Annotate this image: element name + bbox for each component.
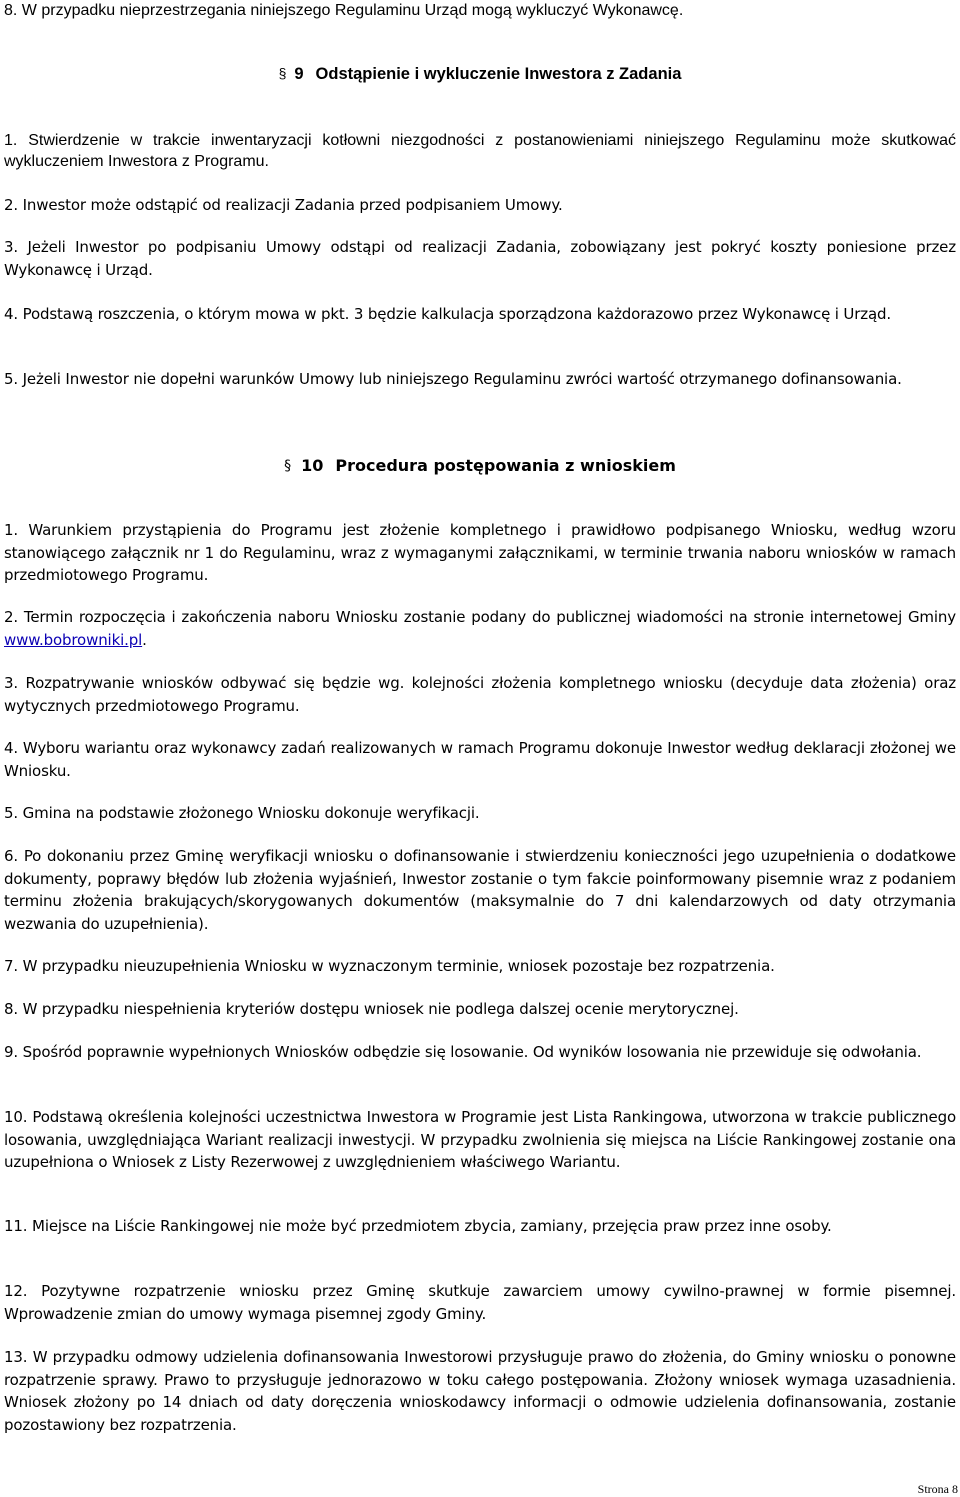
s10-paragraph-1: 1. Warunkiem przystąpienia do Programu jest złożenie kompletnego i prawidłowo podpisanego Wniosku, według wzoru stanowiącego załącznik nr 1 do Regulaminu, wraz z wymaganymi załącznikami, w terminie trwania naboru wniosków w ramach przedmiotowego Programu. [4,521,956,584]
s10-paragraph-7: 7. W przypadku nieuzupełnienia Wniosku w wyznaczonym terminie, wniosek pozostaje bez rozpatrzenia. [4,957,775,975]
s10-paragraph-12: 12. Pozytywne rozpatrzenie wniosku przez Gminę skutkuje zawarciem umowy cywilno-prawnej w formie pisemnej. Wprowadzenie zmian do umowy wymaga pisemnej zgody Gminy. [4,1282,956,1323]
s10-paragraph-2-text: 2. Termin rozpoczęcia i zakończenia naboru Wniosku zostanie podany do publicznej wiadomości na stronie internetowej Gminy [4,608,956,626]
s10-paragraph-9: 9. Spośród poprawnie wypełnionych Wniosków odbędzie się losowanie. Od wyników losowania nie przewiduje się odwołania. [4,1043,922,1061]
gmina-website-link[interactable]: www.bobrowniki.pl [4,630,143,649]
s9-paragraph-2: 2. Inwestor może odstąpić od realizacji Zadania przed podpisaniem Umowy. [4,196,563,214]
s10-paragraph-13: 13. W przypadku odmowy udzielenia dofinansowania Inwestorowi przysługuje prawo do złożenia, do Gminy wniosku o ponowne rozpatrzenie sprawy. Prawo to przysługuje jednorazowo w toku całego postępowania. Złożony wniosek wymaga uzasadnienia. Wniosek złożony po 14 dniach od daty doręczenia wnioskodawcy informacji o odmowie udzielenia dofinansowania, zostanie pozostawiony bez rozpatrzenia. [4,1348,956,1434]
paragraph-sign: § [284,458,292,474]
s9-paragraph-4: 4. Podstawą roszczenia, o którym mowa w pkt. 3 będzie kalkulacja sporządzona każdorazowo przez Wykonawcę i Urząd. [4,305,892,323]
s10-paragraph-6: 6. Po dokonaniu przez Gminę weryfikacji wniosku o dofinansowanie i stwierdzeniu konieczności jego uzupełnienia o dodatkowe dokumenty, poprawy błędów lub złożenia wyjaśnień, Inwestor zostanie o tym fakcie poinformowany pisemnie wraz z podaniem terminu złożenia brakujących/skorygowanych dokumentów (maksymalnie do 7 dni kalendarzowych od daty otrzymania wezwania do uzupełnienia). [4,847,956,933]
s9-paragraph-1: 1. Stwierdzenie w trakcie inwentaryzacji kotłowni niezgodności z postanowieniami niniejszego Regulaminu może skutkować wykluczeniem Inwestora z Programu. [4,132,956,170]
s9-paragraph-5: 5. Jeżeli Inwestor nie dopełni warunków Umowy lub niniejszego Regulaminu zwróci wartość otrzymanego dofinansowania. [4,370,902,388]
section-9-heading [4,64,956,85]
s10-paragraph-5: 5. Gmina na podstawie złożonego Wniosku dokonuje weryfikacji. [4,804,480,822]
s10-paragraph-2-end: . [142,630,147,649]
page-number: Strona 8 [917,1482,958,1496]
section-title: Procedura postępowania z wnioskiem [335,456,676,475]
s10-paragraph-8: 8. W przypadku niespełnienia kryteriów dostępu wniosek nie podlega dalszej ocenie merytorycznej. [4,1000,739,1018]
paragraph-8-prev-section: 8. W przypadku nieprzestrzegania niniejszego Regulaminu Urząd mogą wykluczyć Wykonawcę. [4,2,684,19]
s10-paragraph-4: 4. Wyboru wariantu oraz wykonawcy zadań realizowanych w ramach Programu dokonuje Inwestor według deklaracji złożonej we Wniosku. [4,739,956,780]
s10-paragraph-2 [4,606,956,651]
paragraph-sign: § [278,65,287,81]
section-10-heading [4,455,956,478]
section-number: 10 [301,456,324,475]
section-number: 9 [294,65,304,83]
s10-paragraph-3: 3. Rozpatrywanie wniosków odbywać się będzie wg. kolejności złożenia kompletnego wniosku (decyduje data złożenia) oraz wytycznych przedmiotowego Programu. [4,674,956,715]
s10-paragraph-10: 10. Podstawą określenia kolejności uczestnictwa Inwestora w Programie jest Lista Rankingowa, utworzona w trakcie publicznego losowania, uwzględniająca Wariant realizacji inwestycji. W przypadku zwolnienia się miejsca na Liście Rankingowej zostanie ona uzupełniona o Wniosek z Listy Rezerwowej z uwzględnieniem właściwego Wariantu. [4,1108,956,1171]
section-title: Odstąpienie i wykluczenie Inwestora z Zadania [315,65,682,83]
s9-paragraph-3: 3. Jeżeli Inwestor po podpisaniu Umowy odstąpi od realizacji Zadania, zobowiązany jest pokryć koszty poniesione przez Wykonawcę i Urząd. [4,238,956,279]
s10-paragraph-11: 11. Miejsce na Liście Rankingowej nie może być przedmiotem zbycia, zamiany, przejęcia praw przez inne osoby. [4,1217,832,1235]
